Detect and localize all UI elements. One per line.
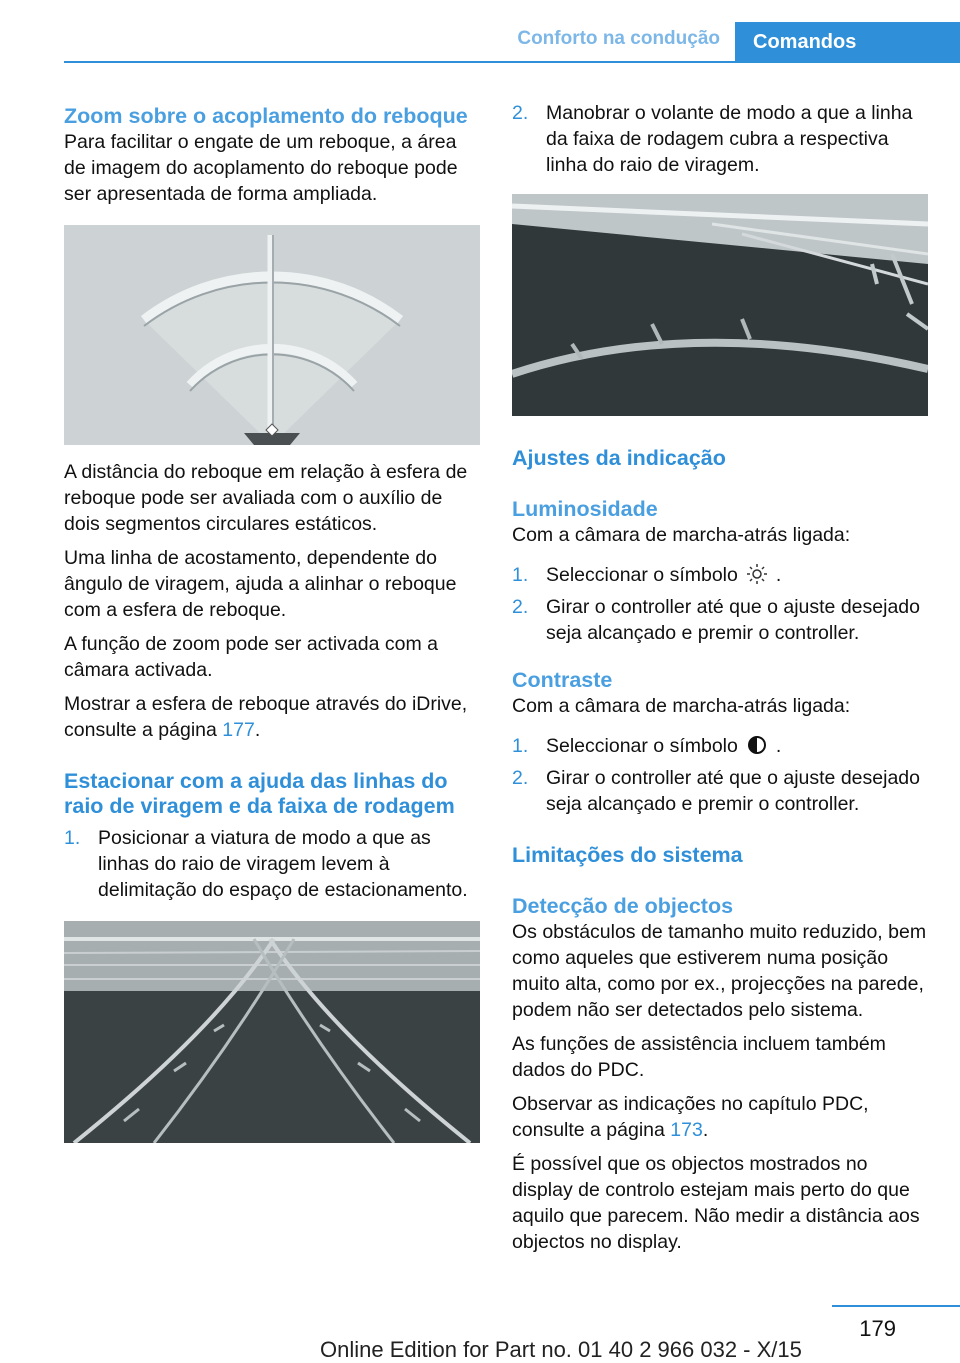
- lane-line-image: [512, 194, 928, 416]
- paragraph-contrast: Com a câmara de marcha-atrás ligada:: [512, 695, 851, 717]
- hitch-zoom-image: [64, 225, 480, 445]
- list-item: 1. Seleccionar o símbolo .: [512, 564, 782, 586]
- edition-note: Online Edition for Part no. 01 40 2 966 032 - X/15: [320, 1337, 802, 1362]
- list-item: 2. Girar o controller até que o ajuste desejado seja alcançado e premir o controller.: [512, 767, 920, 815]
- turning-radius-image: [64, 921, 480, 1143]
- paragraph-pdc-data: As funções de assistência incluem também dados do PDC.: [512, 1033, 886, 1081]
- heading-limitations: Limitações do sistema: [512, 843, 743, 867]
- paragraph-zoom-function: A função de zoom pode ser activada com a câmara activada.: [64, 633, 438, 681]
- brightness-steps: [512, 562, 930, 646]
- heading-contrast: Contraste: [512, 668, 613, 692]
- heading-display-settings: Ajustes da indicação: [512, 446, 726, 470]
- page-number: 179: [859, 1316, 896, 1341]
- heading-brightness: Luminosidade: [512, 497, 658, 521]
- heading-object-detection: Detecção de objectos: [512, 894, 734, 918]
- footer-rule: [832, 1305, 960, 1307]
- paragraph-brightness: Com a câmara de marcha-atrás ligada:: [512, 524, 851, 546]
- left-column: [64, 100, 482, 1143]
- paragraph-zoom: Para facilitar o engate de um reboque, a área de imagem do acoplamento do reboque pode ser apresentada de forma ampliada.: [64, 131, 458, 205]
- heading-parking: Estacionar com a ajuda das linhas do raio de viragem e da faixa de rodagem: [64, 769, 455, 818]
- paragraph-possible: É possível que os objectos mostrados no display de controlo estejam mais perto do que aquilo que parecem. Não medir a distância aos objectos no display.: [512, 1153, 920, 1253]
- list-item: 2. Girar o controller até que o ajuste desejado seja alcançado e premir o controller.: [512, 596, 920, 644]
- header-tab: Comandos: [735, 22, 960, 63]
- header-section-title: Conforto na condução: [517, 28, 720, 49]
- list-item: 1. Posicionar a viatura de modo a que as linhas do raio de viragem levem à delimitação do espaço de estacionamento.: [64, 827, 468, 901]
- list-item: 1. Seleccionar o símbolo .: [512, 735, 782, 757]
- paragraph-obstacles: Os obstáculos de tamanho muito reduzido, bem como aqueles que estiverem numa posição muito alta, como por ex., projecções na parede, podem não ser detectados pelo sistema.: [512, 921, 927, 1021]
- list-item: 2. Manobrar o volante de modo a que a linha da faixa de rodagem cubra a respectiva linha do raio de viragem.: [512, 102, 913, 176]
- brightness-icon: [746, 563, 768, 585]
- heading-zoom: Zoom sobre o acoplamento do reboque: [64, 104, 468, 128]
- paragraph-distance: A distância do reboque em relação à esfera de reboque pode ser avaliada com o auxílio de dois segmentos circulares estáticos.: [64, 461, 468, 535]
- contrast-steps: [512, 733, 930, 817]
- paragraph-show-ball: Mostrar a esfera de reboque através do iDrive, consulte a página 177.: [64, 693, 468, 741]
- parking-steps: [64, 825, 482, 903]
- paragraph-observe: Observar as indicações no capítulo PDC, consulte a página 173.: [512, 1093, 869, 1141]
- page-link-173[interactable]: 173: [670, 1119, 703, 1141]
- contrast-icon: [746, 734, 768, 756]
- parking-steps-cont: [512, 100, 930, 178]
- page-link-177[interactable]: 177: [222, 719, 255, 741]
- right-column: [512, 100, 930, 1263]
- paragraph-guide-line: Uma linha de acostamento, dependente do ângulo de viragem, ajuda a alinhar o reboque com a esfera de reboque.: [64, 547, 457, 621]
- header-rule: [64, 61, 960, 63]
